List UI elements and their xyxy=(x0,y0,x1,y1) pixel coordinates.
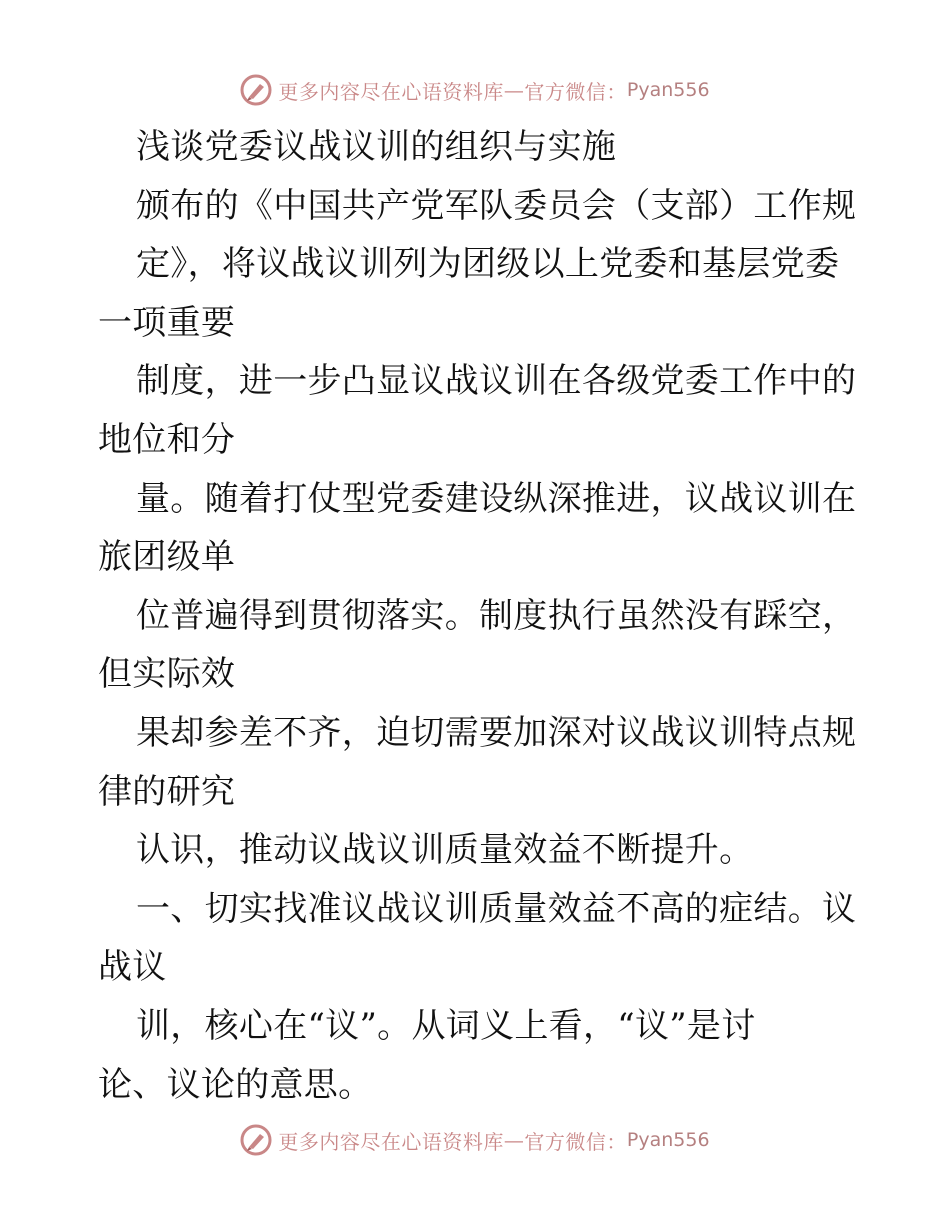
text-line: 果却参差不齐，迫切需要加深对议战议训特点规 xyxy=(136,712,857,753)
text-line: 地位和分 xyxy=(98,419,236,460)
text-line: 训，核心在“议”。从词义上看，“议”是讨 xyxy=(136,1005,756,1046)
text-line: 论、议论的意思。 xyxy=(98,1064,373,1105)
text-line: 认识，推动议战议训质量效益不断提升。 xyxy=(136,830,754,871)
text-line: 律的研究 xyxy=(98,771,236,812)
footer-watermark xyxy=(0,1120,950,1160)
banner-title: 更多内容尽在心语资料库 xyxy=(278,1129,504,1154)
document-title: 浅谈党委议战议训的组织与实施 xyxy=(136,127,617,167)
pen-logo-icon xyxy=(240,1124,272,1156)
text-line: 颁布的《中国共产党军队委员会（支部）工作规 xyxy=(136,185,857,226)
header-watermark xyxy=(0,70,950,110)
text-line: 旅团级单 xyxy=(98,537,236,578)
banner-dash: — xyxy=(503,78,525,102)
text-line: 一项重要 xyxy=(98,302,236,343)
banner-wechat-label: 官方微信： xyxy=(524,1129,627,1154)
text-line: 定》，将议战议训列为团级以上党委和基层党委 xyxy=(136,244,840,285)
text-line: 量。随着打仗型党委建设纵深推进，议战议训在 xyxy=(136,478,857,519)
banner-title: 更多内容尽在心语资料库 xyxy=(278,79,504,104)
banner-wechat-id: Pyan556 xyxy=(626,1129,710,1151)
text-line: 战议 xyxy=(98,947,167,988)
banner-wechat-id: Pyan556 xyxy=(626,79,710,101)
banner-dash: — xyxy=(503,1128,525,1152)
text-line: 制度，进一步凸显议战议训在各级党委工作中的 xyxy=(136,361,857,402)
section-heading-line: 一、切实找准议战议训质量效益不高的症结。议 xyxy=(136,888,857,929)
banner-wechat-label: 官方微信： xyxy=(524,79,627,104)
text-line: 但实际效 xyxy=(98,654,236,695)
document-body xyxy=(98,118,858,1114)
text-line: 位普遍得到贯彻落实。制度执行虽然没有踩空， xyxy=(136,595,857,636)
pen-logo-icon xyxy=(240,74,272,106)
